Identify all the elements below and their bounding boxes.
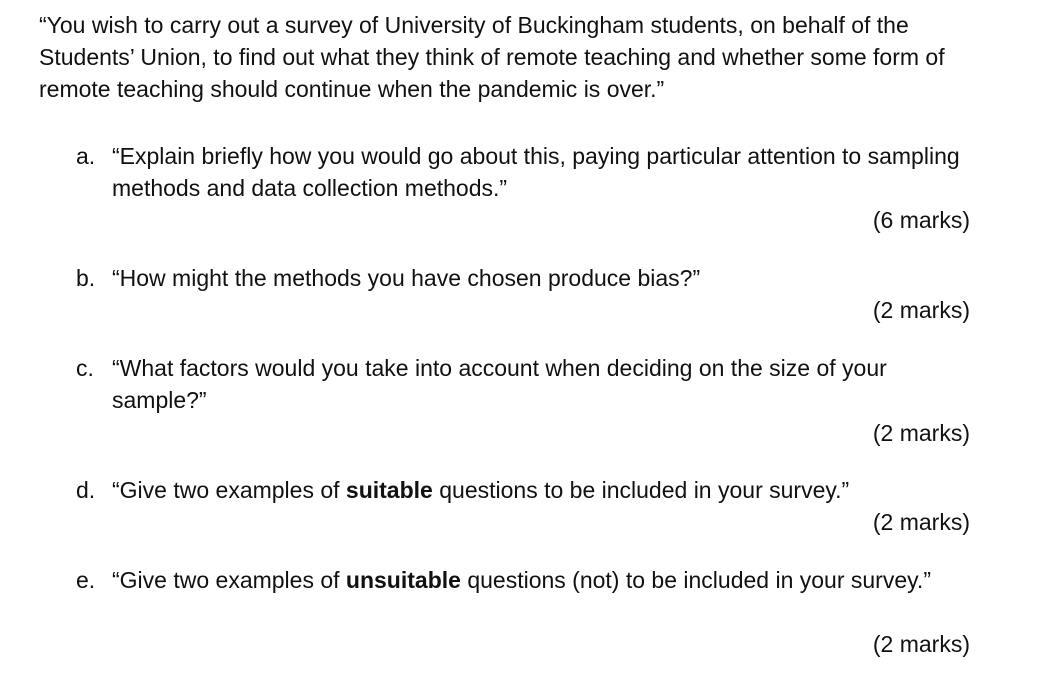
question-b-marks: (2 marks) — [872, 297, 970, 323]
question-c-marks: (2 marks) — [872, 420, 970, 446]
question-a-letter: a. — [76, 143, 96, 169]
question-e-bold-word: unsuitable — [345, 567, 461, 593]
question-c-letter: c. — [76, 355, 94, 381]
question-b — [76, 262, 976, 294]
question-e — [76, 564, 976, 596]
question-e-text-before: “Give two examples of — [112, 567, 346, 593]
question-d — [76, 474, 976, 506]
question-e-marks: (2 marks) — [872, 631, 970, 657]
question-e-text — [112, 564, 976, 596]
question-d-marks: (2 marks) — [872, 509, 970, 535]
question-e-text-after: questions (not) to be included in your survey.” — [460, 567, 931, 593]
question-d-letter: d. — [76, 477, 96, 503]
question-d-text-before: “Give two examples of — [112, 477, 346, 503]
question-a-text: “Explain briefly how you would go about this, paying particular attention to sampling methods and data collection methods.” — [112, 143, 960, 201]
question-d-text-after: questions to be included in your survey.” — [432, 477, 850, 503]
question-c-text: “What factors would you take into account when deciding on the size of your sample?” — [112, 355, 887, 413]
question-d-text — [112, 474, 976, 506]
question-b-text: “How might the methods you have chosen produce bias?” — [112, 265, 701, 291]
question-b-letter: b. — [76, 265, 96, 291]
question-a — [76, 140, 976, 204]
intro-paragraph: “You wish to carry out a survey of University of Buckingham students, on behalf of the Students’ Union, to find out what they think of remote teaching and whether some form of remote teaching should continue when the pandemic is over.” — [39, 12, 945, 102]
question-a-marks: (6 marks) — [872, 207, 970, 233]
question-d-bold-word: suitable — [345, 477, 433, 503]
question-e-letter: e. — [76, 567, 96, 593]
question-c — [76, 352, 976, 416]
